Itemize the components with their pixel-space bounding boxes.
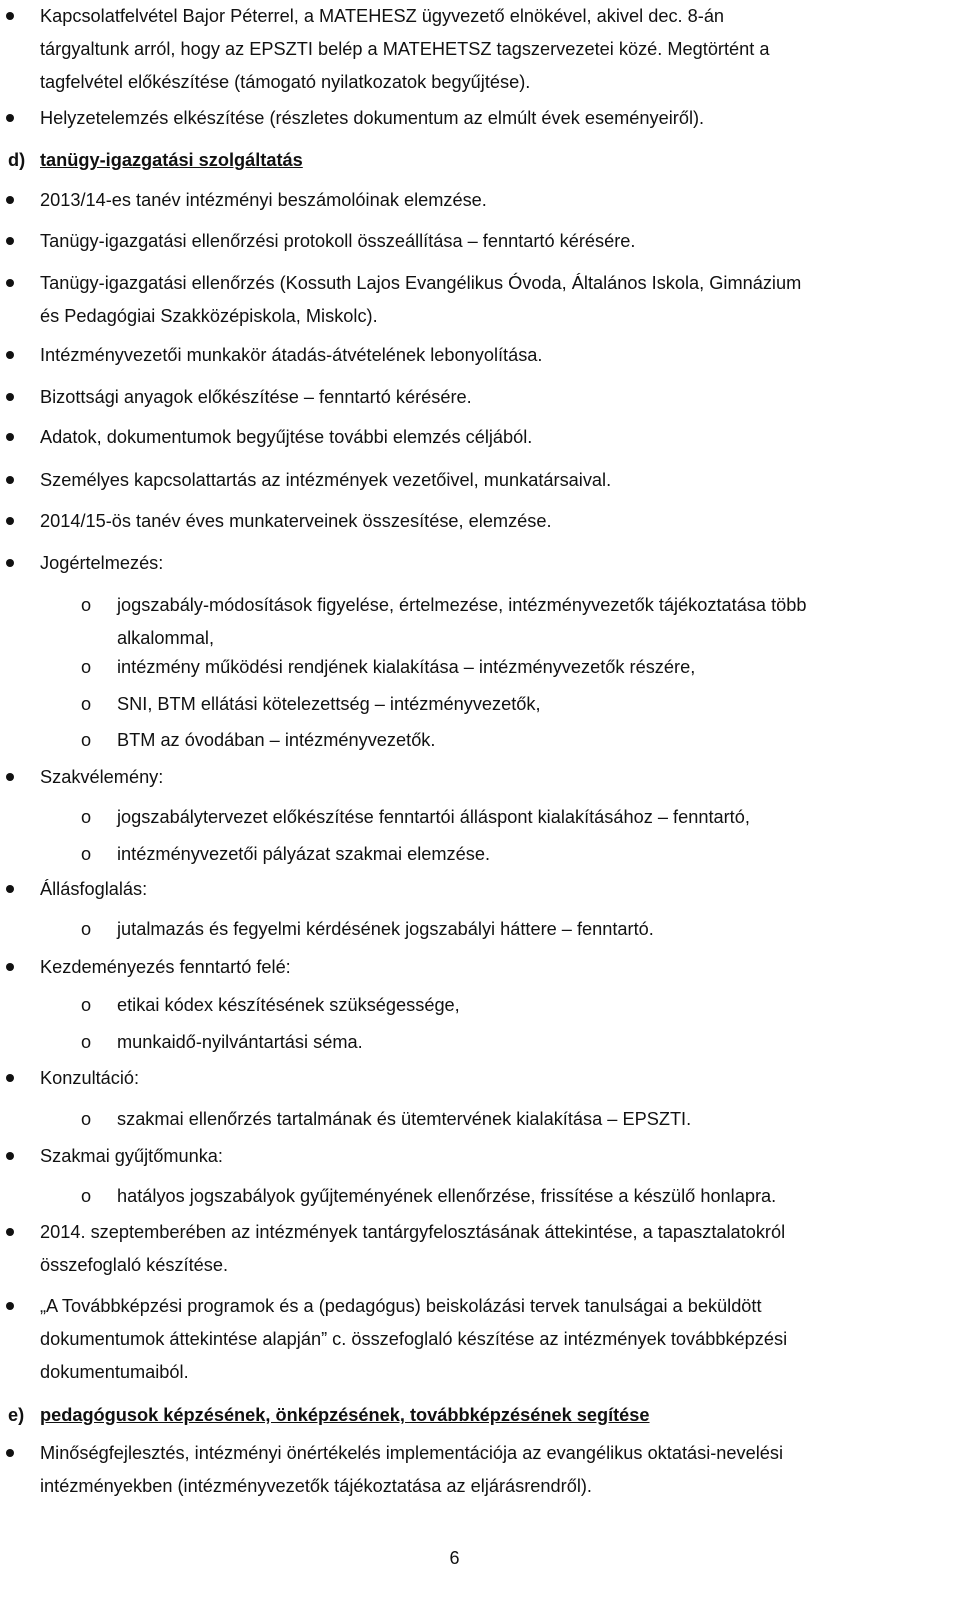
list-item (40, 951, 946, 984)
sub-bullet-icon: o (81, 807, 92, 827)
list-item-text: Szakmai gyűjtőmunka: (40, 1146, 223, 1166)
bullet-icon (6, 773, 14, 781)
bullet-icon (6, 12, 14, 20)
sub-list-item-text: etikai kódex készítésének szükségessége, (117, 995, 460, 1015)
list-item (40, 267, 946, 333)
list-item-text: Tanügy-igazgatási ellenőrzési protokoll összeállítása – fenntartó kérésére. (40, 231, 636, 251)
list-item (40, 761, 946, 794)
list-item (40, 421, 946, 454)
sub-bullet-icon: o (81, 844, 92, 864)
list-item (40, 0, 946, 99)
sub-list-item (117, 589, 946, 655)
list-item-text: Helyzetelemzés elkészítése (részletes dokumentum az elmúlt évek eseményeiről). (40, 108, 705, 128)
sub-list-item (117, 1026, 946, 1059)
bullet-icon (6, 1302, 14, 1310)
list-item (40, 505, 946, 538)
list-item (40, 1290, 946, 1389)
list-item (40, 1062, 946, 1095)
bullet-icon (6, 393, 14, 401)
list-item-text: összefoglaló készítése. (40, 1255, 229, 1275)
bullet-icon (6, 1074, 14, 1082)
sub-list-item-text: munkaidő-nyilvántartási séma. (117, 1032, 363, 1052)
list-item (40, 102, 946, 135)
list-item (40, 1437, 946, 1503)
sub-bullet-icon: o (81, 1109, 92, 1129)
sub-bullet-icon: o (81, 694, 92, 714)
list-item-text: Kapcsolatfelvétel Bajor Péterrel, a MATEHESZ ügyvezető elnökével, akivel dec. 8-án (40, 6, 725, 26)
list-item-text: 2014/15-ös tanév éves munkaterveinek összesítése, elemzése. (40, 511, 552, 531)
sub-list-item (117, 838, 946, 871)
section-title: pedagógusok képzésének, önképzésének, továbbképzésének segítése (40, 1405, 650, 1425)
list-item-text: Intézményvezetői munkakör átadás-átvételének lebonyolítása. (40, 345, 543, 365)
section-heading (8, 144, 303, 177)
sub-bullet-icon: o (81, 730, 92, 750)
list-item-text: Jogértelmezés: (40, 553, 164, 573)
list-item-text: Tanügy-igazgatási ellenőrzés (Kossuth Lajos Evangélikus Óvoda, Általános Iskola, Gimnázium (40, 273, 802, 293)
bullet-icon (6, 433, 14, 441)
sub-bullet-icon: o (81, 919, 92, 939)
list-item (40, 381, 946, 414)
list-item-text: Konzultáció: (40, 1068, 140, 1088)
bullet-icon (6, 1228, 14, 1236)
section-title: tanügy-igazgatási szolgáltatás (40, 150, 303, 170)
list-item-text: tárgyaltunk arról, hogy az EPSZTI belép a MATEHETSZ tagszervezetei közé. Megtörtént a (40, 39, 770, 59)
list-item-text: dokumentumok áttekintése alapján” c. összefoglaló készítése az intézmények továbbképzési (40, 1329, 788, 1349)
sub-list-item-text: jutalmazás és fegyelmi kérdésének jogszabályi háttere – fenntartó. (117, 919, 654, 939)
list-item (40, 1140, 946, 1173)
list-item (40, 184, 946, 217)
sub-list-item-text: intézmény működési rendjének kialakítása – intézményvezetők részére, (117, 657, 696, 677)
list-item-text: Minőségfejlesztés, intézményi önértékelés implementációja az evangélikus oktatási-nevelési (40, 1443, 784, 1463)
bullet-icon (6, 237, 14, 245)
list-item-text: Személyes kapcsolattartás az intézmények vezetőivel, munkatársaival. (40, 470, 612, 490)
list-item-text: és Pedagógiai Szakközépiskola, Miskolc). (40, 306, 378, 326)
sub-bullet-icon: o (81, 595, 92, 615)
sub-list-item-text: alkalommal, (117, 628, 215, 648)
sub-list-item (117, 688, 946, 721)
bullet-icon (6, 517, 14, 525)
list-item-text: 2013/14-es tanév intézményi beszámolóinak elemzése. (40, 190, 487, 210)
bullet-icon (6, 279, 14, 287)
list-item-text: intézményekben (intézményvezetők tájékoztatása az eljárásrendről). (40, 1476, 592, 1496)
bullet-icon (6, 885, 14, 893)
sub-bullet-icon: o (81, 1032, 92, 1052)
sub-list-item-text: szakmai ellenőrzés tartalmának és ütemtervének kialakítása – EPSZTI. (117, 1109, 692, 1129)
list-item-text: 2014. szeptemberében az intézmények tantárgyfelosztásának áttekintése, a tapasztalatokról (40, 1222, 786, 1242)
bullet-icon (6, 559, 14, 567)
list-item-text: tagfelvétel előkészítése (támogató nyilatkozatok begyűjtése). (40, 72, 531, 92)
sub-list-item (117, 989, 946, 1022)
sub-list-item (117, 801, 946, 834)
bullet-icon (6, 114, 14, 122)
bullet-icon (6, 1449, 14, 1457)
sub-list-item-text: jogszabálytervezet előkészítése fenntartói álláspont kialakításához – fenntartó, (117, 807, 750, 827)
list-item-text: Kezdeményezés fenntartó felé: (40, 957, 291, 977)
list-item-text: „A Továbbképzési programok és a (pedagógus) beiskolázási tervek tanulságai a beküldött (40, 1296, 762, 1316)
list-item (40, 1216, 946, 1282)
sub-list-item-text: intézményvezetői pályázat szakmai elemzése. (117, 844, 491, 864)
section-marker: e) (8, 1405, 25, 1425)
list-item (40, 464, 946, 497)
sub-list-item-text: hatályos jogszabályok gyűjteményének ellenőrzése, frissítése a készülő honlapra. (117, 1186, 777, 1206)
list-item-text: Bizottsági anyagok előkészítése – fenntartó kérésére. (40, 387, 472, 407)
sub-list-item (117, 724, 946, 757)
list-item-text: Szakvélemény: (40, 767, 164, 787)
list-item-text: dokumentumaiból. (40, 1362, 189, 1382)
sub-list-item (117, 1180, 946, 1213)
sub-list-item (117, 913, 946, 946)
sub-bullet-icon: o (81, 1186, 92, 1206)
list-item-text: Adatok, dokumentumok begyűjtése további elemzés céljából. (40, 427, 533, 447)
list-item (40, 873, 946, 906)
page-number: 6 (449, 1548, 460, 1568)
list-item (40, 339, 946, 372)
sub-list-item-text: BTM az óvodában – intézményvezetők. (117, 730, 436, 750)
sub-bullet-icon: o (81, 657, 92, 677)
sub-list-item-text: jogszabály-módosítások figyelése, értelmezése, intézményvezetők tájékoztatása több (117, 595, 807, 615)
sub-bullet-icon: o (81, 995, 92, 1015)
bullet-icon (6, 351, 14, 359)
sub-list-item-text: SNI, BTM ellátási kötelezettség – intézményvezetők, (117, 694, 541, 714)
list-item-text: Állásfoglalás: (40, 879, 148, 899)
bullet-icon (6, 196, 14, 204)
list-item (40, 225, 946, 258)
section-heading (8, 1399, 650, 1432)
section-marker: d) (8, 150, 26, 170)
sub-list-item (117, 651, 946, 684)
list-item (40, 547, 946, 580)
sub-list-item (117, 1103, 946, 1136)
bullet-icon (6, 963, 14, 971)
bullet-icon (6, 1152, 14, 1160)
bullet-icon (6, 476, 14, 484)
